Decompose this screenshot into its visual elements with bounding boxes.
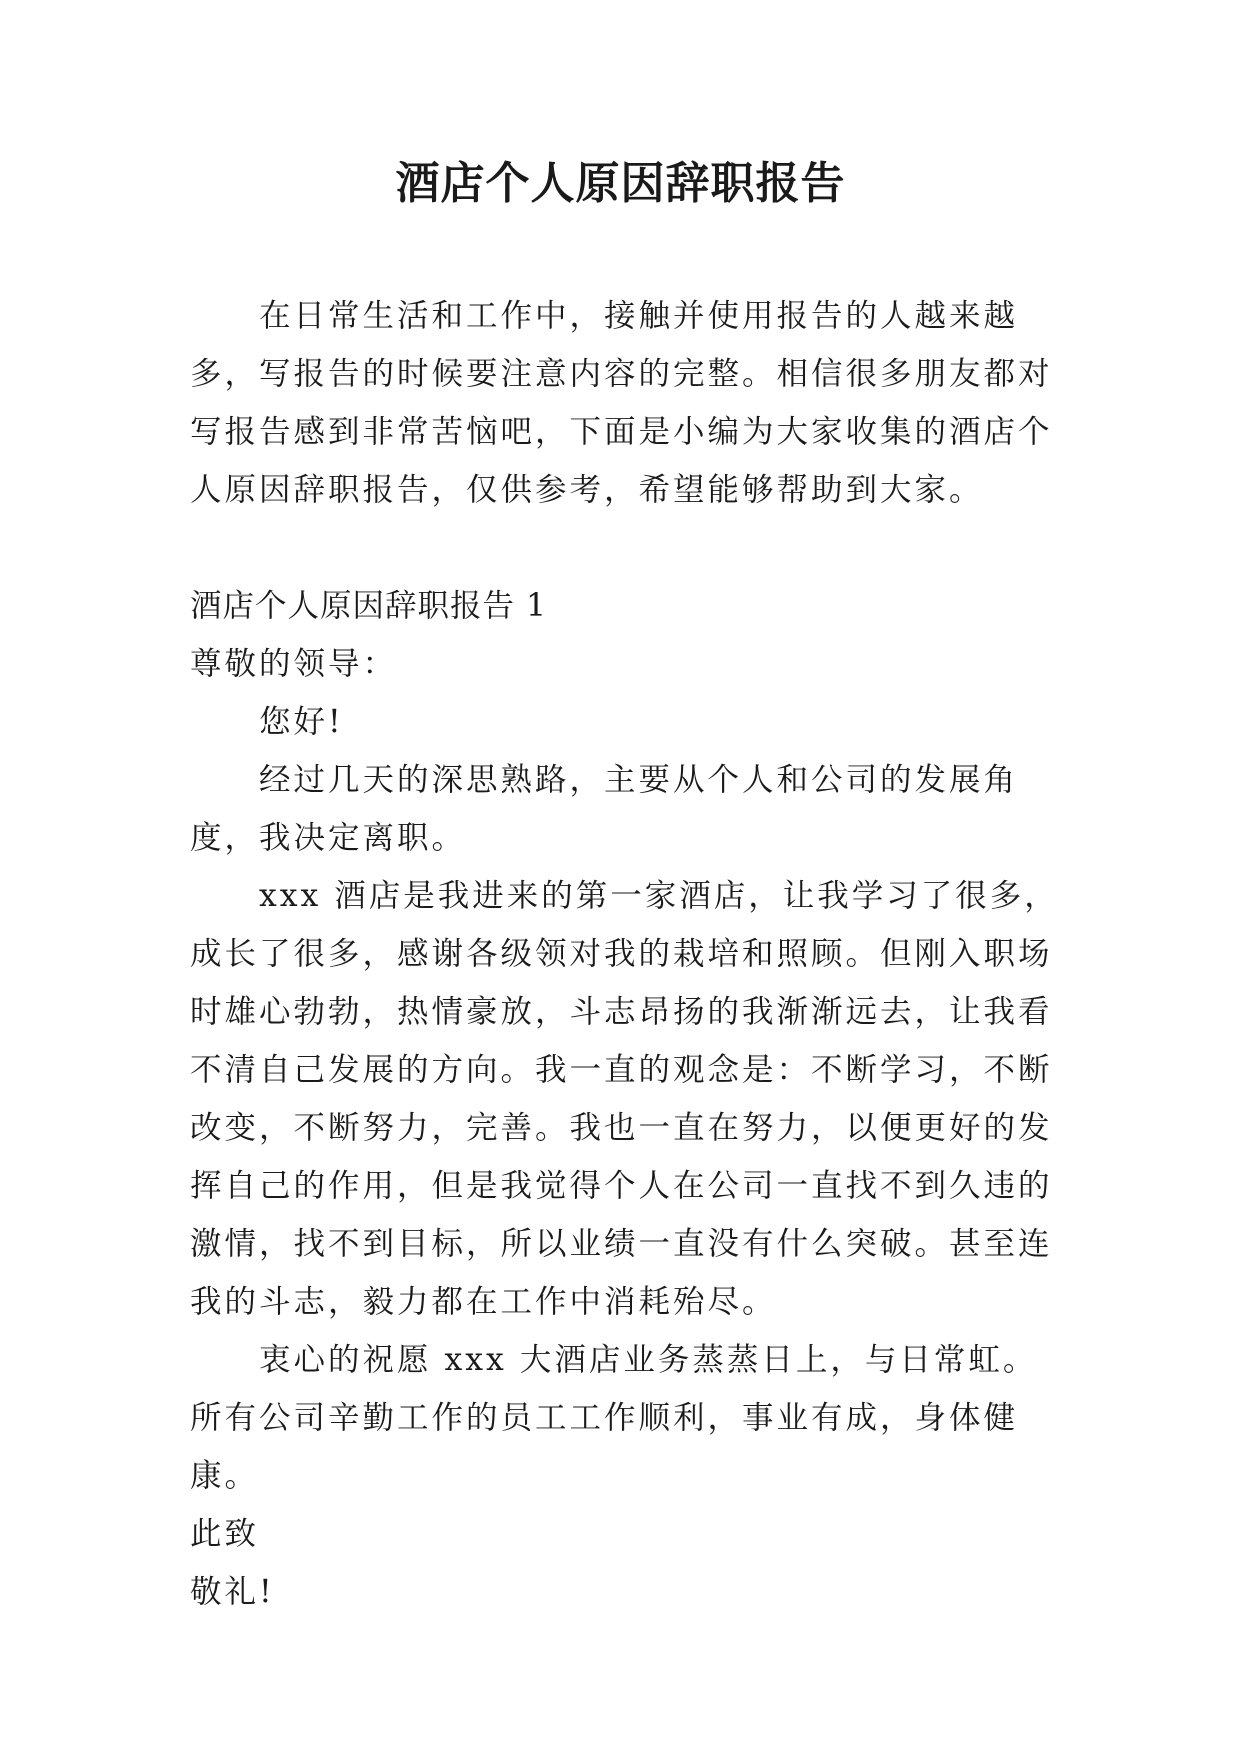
closing-line: 此致	[190, 1516, 260, 1552]
section-heading: 酒店个人原因辞职报告 1	[190, 588, 548, 624]
document-title: 酒店个人原因辞职报告	[395, 158, 846, 209]
closing-regards: 敬礼!	[190, 1574, 275, 1610]
body-paragraph: 经过几天的深思熟路，主要从个人和公司的发展角度，我决定离职。	[190, 762, 1019, 856]
body-paragraph: xxx 酒店是我进来的第一家酒店，让我学习了很多，成长了很多，感谢各级领对我的栽培和照顾。但刚入职场时雄心勃勃，热情豪放，斗志昂扬的我渐渐远去，让我看不清自己发展的方向。我一直的观念是：不断学习，不断改变，不断努力，完善。我也一直在努力，以便更好的发挥自己的作用，但是我觉得个人在公司一直找不到久违的激情，找不到目标，所以业绩一直没有什么突破。甚至连我的斗志，毅力都在工作中消耗殆尽。	[190, 878, 1059, 1320]
salutation: 尊敬的领导：	[190, 646, 398, 682]
document-body	[190, 287, 1062, 1621]
intro-paragraph: 在日常生活和工作中，接触并使用报告的人越来越多，写报告的时候要注意内容的完整。相信很多朋友都对写报告感到非常苦恼吧，下面是小编为大家收集的酒店个人原因辞职报告，仅供参考，希望能够帮助到大家。	[190, 298, 1053, 508]
body-paragraph: 衷心的祝愿 xxx 大酒店业务蒸蒸日上，与日常虹。所有公司辛勤工作的员工工作顺利，事业有成，身体健康。	[190, 1342, 1038, 1494]
greeting: 您好!	[259, 704, 344, 740]
spacer	[190, 519, 1062, 577]
